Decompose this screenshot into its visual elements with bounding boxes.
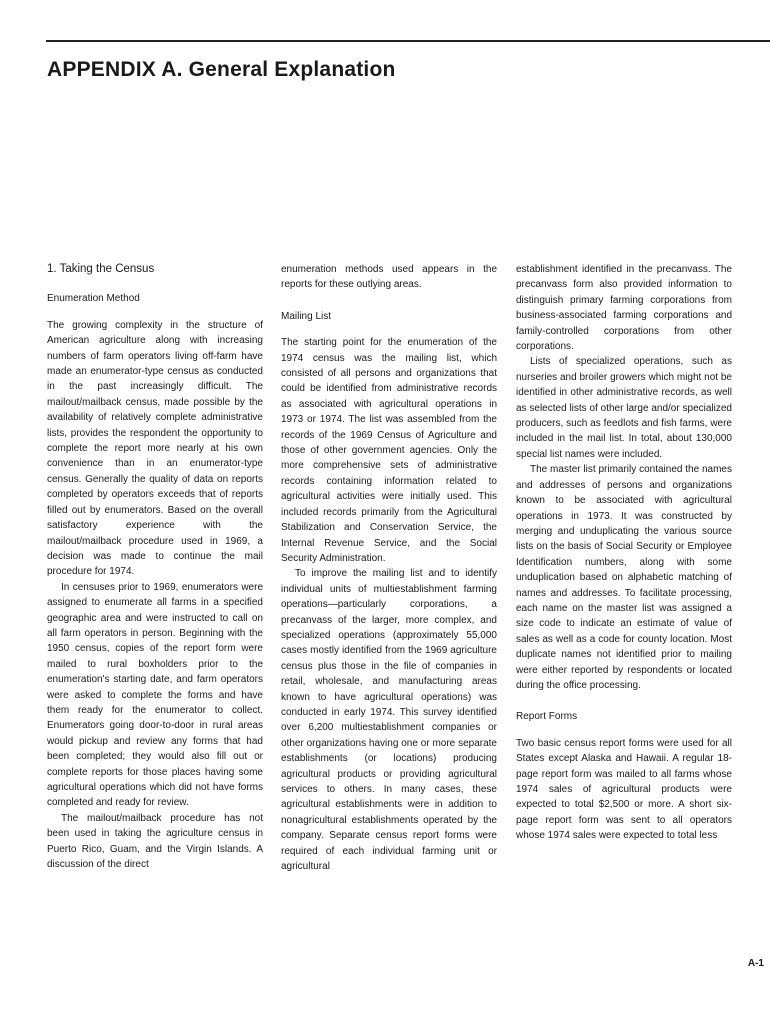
paragraph: To improve the mailing list and to identify individual units of multiestablishment farming operations—particularly corporations, a precanvass of the larger, more complex, and specialized operations (approximately 55,000 cases mostly identified from the 1969 agriculture census plus those in the file of companies in retail, wholesale, and manufacturing areas known to have agricultural operations) was conducted in early 1974. This survey identified over 6,200 multiestablishment companies or other organizations having one or more separate establishments (or locations) producing agricultural products or providing agricultural services to others. In many cases, these agricultural establishments were in addition to nonagricultural establishments operated by the company. Separate census report forms were required of each individual farming unit or agricultural <box>281 568 497 873</box>
paragraph: Lists of specialized operations, such as nurseries and broiler growers which might not be identified in other administrative records, as well as selected lists of other large and/or specialized producers, such as feedlots and fish farms, were included in the mail list. In total, about 130,000 special list names were included. <box>516 356 732 460</box>
paragraph: The master list primarily contained the names and addresses of persons and organizations known to be associated with agricultural operations in 1973. It was constructed by merging and unduplicating the various source lists on the basis of Social Security or Employee Identification numbers, along with some unduplication based on alphabetic matching of names and addresses. To facilitate processing, each name on the master list was assigned a size code to indicate an estimate of value of sales as well as a code for county location. Most duplicate names not identified prior to mailing were either reported by respondents or located during the office processing. <box>516 464 732 691</box>
page-number: A-1 <box>747 958 764 969</box>
subheading-mailing-list: Mailing List <box>281 310 332 322</box>
page-title: APPENDIX A. General Explanation <box>47 58 396 81</box>
text-column-3 <box>516 262 732 844</box>
subheading-enumeration-method: Enumeration Method <box>47 293 140 305</box>
paragraph: Two basic census report forms were used for all States except Alaska and Hawaii. A regular 18-page report form was mailed to all farms whose 1974 sales of agricultural products were expected to total $2,500 or more. A short six-page report form was sent to all operators whose 1974 sales were expected to total less <box>516 737 732 842</box>
section-heading: 1. Taking the Census <box>47 263 155 275</box>
subheading-report-forms: Report Forms <box>516 711 578 723</box>
text-column-1 <box>47 262 263 872</box>
text-column-2 <box>281 262 497 874</box>
paragraph: The mailout/mailback procedure has not been used in taking the agriculture census in Puerto Rico, Guam, and the Virgin Islands. A discussion of the direct <box>47 812 263 871</box>
top-rule <box>46 40 770 42</box>
paragraph: establishment identified in the precanvass. The precanvass form also provided information to distinguish primary farming corporations from business-associated farming corporations and family-controlled corporations from other corporations. <box>516 264 732 353</box>
paragraph: The growing complexity in the structure of American agriculture along with increasing numbers of farm operators living off-farm have made an enumerator-type census as conducted in the past increasingly difficult. The mailout/mailback census, made possible by the availability of relatively complete administrative lists, provides the respondent the opportunity to complete the report more nearly at his own convenience than in an enumerator-type census. Generally the quality of data on reports completed by operators exceeds that of reports filled out by enumerators. Based on the overall satisfactory experience with the mailout/mailback procedure used in 1969, a decision was made to continue the mail procedure for 1974. <box>47 319 263 578</box>
paragraph: In censuses prior to 1969, enumerators were assigned to enumerate all farms in a specified geographic area and were instructed to call on all farm operators in person. Beginning with the 1950 census, copies of the report form were mailed to rural boxholders prior to the enumeration's starting date, and farm operators were asked to complete the forms and have them ready for the enumerator to collect. Enumerators going door-to-door in rural areas would pickup and review any forms that had been completed; they would also fill out or complete reports for those places having some agricultural operations which did not have forms completed and ready for review. <box>47 581 263 809</box>
paragraph: enumeration methods used appears in the reports for these outlying areas. <box>281 264 497 291</box>
paragraph: The starting point for the enumeration of the 1974 census was the mailing list, which consisted of all persons and organizations that could be identified from administrative records as associated with agricultural operations in 1973 or 1974. The list was assembled from the records of the 1969 Census of Agriculture and those of other government agencies. Only the more comprehensive sets of administrative records containing information related to agricultural activities were initially used. This included records primarily from the Agricultural Stabilization and Conservation Service, the Internal Revenue Service, and the Social Security Administration. <box>281 337 497 564</box>
